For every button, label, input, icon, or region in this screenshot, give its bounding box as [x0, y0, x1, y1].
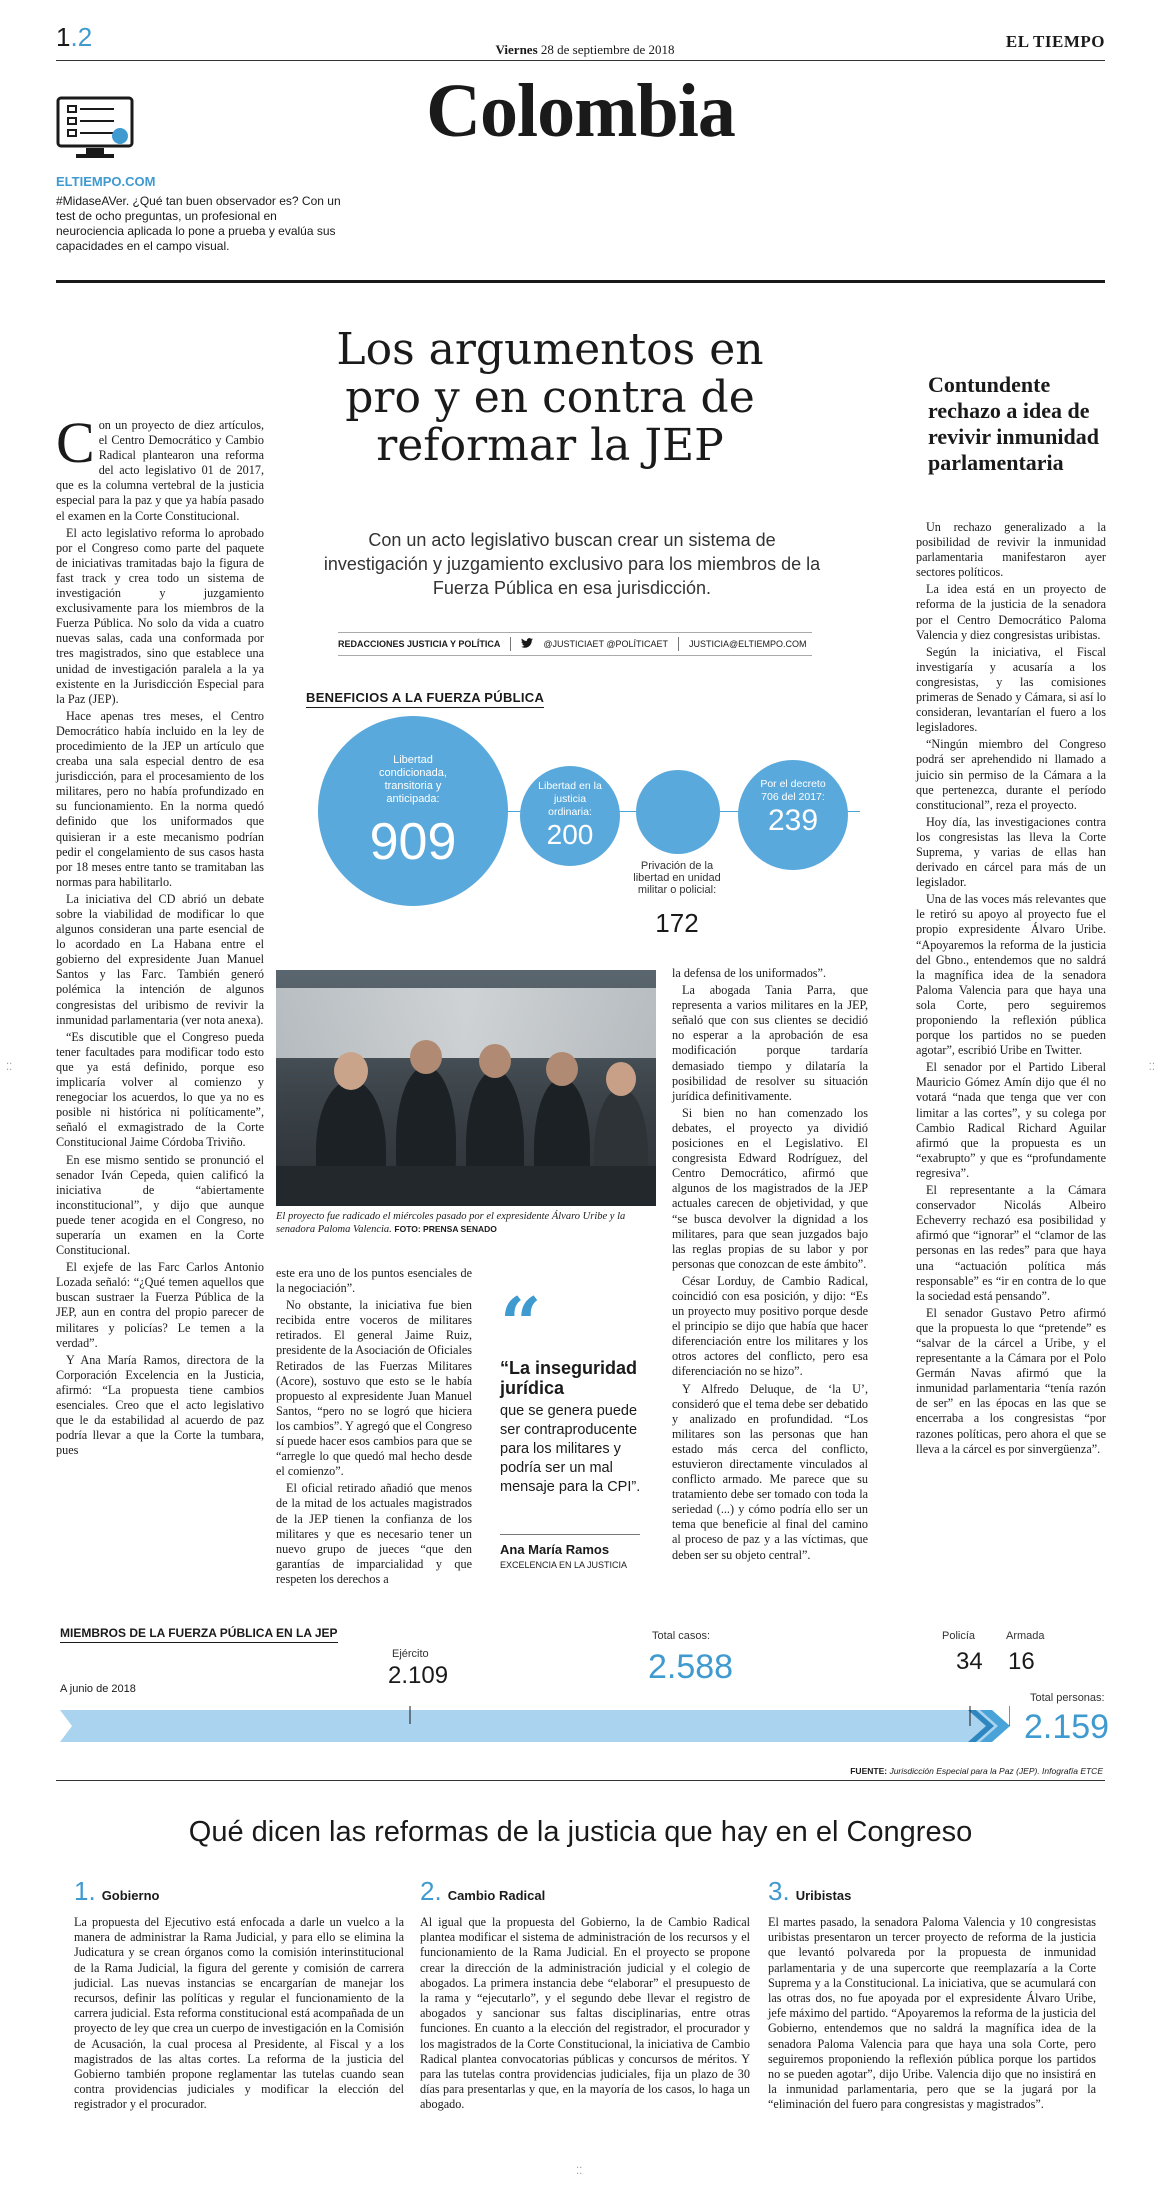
paragraph: Un rechazo generalizado a la posibilidad de revivir la inmunidad parlamentaria manifestaron ayer sectores políticos.	[916, 520, 1106, 580]
paragraph: El acto legislativo reforma lo aprobado por el Congreso como parte del paquete de iniciativas tramitadas bajo la figura de fast track y crea todo un sistema de investigación y juzgamiento exclusivamente para los miembros de la Fuerza Pública. No solo da vida a cuatro nuevas salas, cada una conformada por tres magistrados, sino que establece una unidad de investigación paralela a la ya existente en la Jurisdicción Especial para la Paz (JEP).	[56, 525, 264, 706]
registration-mark: ⁚⁚	[1148, 1062, 1155, 1073]
dateline: Viernes 28 de septiembre de 2018	[495, 42, 675, 57]
members-timeline	[60, 1706, 1010, 1746]
registration-mark: ⁚⁚	[6, 1062, 13, 1073]
army-label: Ejército	[392, 1648, 429, 1660]
paragraph: la defensa de los uniformados”.	[672, 966, 826, 980]
police-value: 34	[956, 1648, 983, 1675]
promo-site-link[interactable]: ELTIEMPO.COM	[56, 174, 156, 189]
photo-figure-head	[546, 1052, 578, 1086]
paragraph: La iniciativa del CD abrió un debate sobre la viabilidad de modificar lo que algunos consideran una parte esencial de lo acordado en La Habana entre el gobierno del expresidente Juan Manuel Santos y las Farc. También generó polémica la intención de algunos congresistas del uribismo de revivir la inmunidad parlamentaria (ver nota anexa).	[56, 891, 264, 1027]
reform-name: Cambio Radical	[447, 1888, 546, 1903]
paragraph: El senador Gustavo Petro afirmó que la propuesta lo que “pretende” es “salvar de la cárcel a Uribe, y el representante a la Cámara por el Polo Germán Navas afirmó que la inmunidad parlamentaria “tenía razón de ser” en las épocas en las que se encerraba a los congresistas “por razones políticas, pero ahora el que se lleva a la cárcel es por sinvergüenza”.	[916, 1305, 1106, 1456]
byline	[338, 632, 812, 656]
paragraph: on un proyecto de diez artículos, el Centro Democrático y Cambio Radical plantearon una reforma del acto legislativo 01 de 2017, que es la columna vertebral de la justicia especial para la paz y que ya había pasado el examen en la Corte Constitucional.	[56, 418, 264, 523]
benefit-value: 239	[767, 804, 819, 837]
paragraph: Si bien no han comenzado los debates, el proyecto ya dividió posiciones en el Legislativo. El congresista Edward Rodríguez, del Centro Democrático, afirmó que algunos de los magistrados de la JEP actuales carecen de objetividad, y que “se busca devolver la dignidad a los militares, para que sean juzgados bajo las reglas propias de su labor y por personas que conozcan de este ámbito”.	[672, 1105, 868, 1271]
article-column-2	[276, 1266, 472, 1589]
paragraph: este era uno de los puntos esenciales de la negociación”.	[276, 1266, 472, 1296]
paragraph: Según la iniciativa, el Fiscal investigaría y acusaría a los congresistas, y las comisiones primeras de Senado y Cámara, si así lo consideran, levantarían el fuero a los legisladores.	[916, 644, 1106, 735]
benefit-label: Libertad en la justicia ordinaria:	[538, 780, 602, 818]
article-headline: Los argumentos en pro y en contra de reformar la JEP	[336, 324, 764, 471]
timeline-bar	[60, 1710, 1000, 1742]
photo-figure-head	[410, 1040, 442, 1074]
reform-name: Gobierno	[101, 1888, 160, 1903]
benefits-title: BENEFICIOS A LA FUERZA PÚBLICA	[306, 690, 544, 708]
photo-figure-head	[479, 1044, 511, 1078]
reform-item-cambio-radical	[420, 1876, 750, 2113]
article-deck: Con un acto legislativo buscan crear un sistema de investigación y juzgamiento exclusivo para los miembros de la Fuerza Pública en esa jurisdicción.	[323, 530, 821, 598]
navy-value: 16	[1008, 1648, 1035, 1675]
photo-figure-head	[606, 1062, 636, 1096]
survey-monitor-icon	[56, 96, 134, 160]
byline-separator	[678, 637, 679, 651]
total-cases-label: Total casos:	[652, 1630, 711, 1642]
graphic-source: FUENTE: Jurisdicción Especial para la Paz (JEP). Infografía ETCE	[850, 1766, 1103, 1776]
members-title: MIEMBROS DE LA FUERZA PÚBLICA EN LA JEP	[60, 1626, 338, 1643]
army-value: 2.109	[388, 1662, 449, 1689]
reform-header	[74, 1876, 404, 1907]
benefit-bubble-172	[636, 770, 720, 854]
paragraph: Hace apenas tres meses, el Centro Democrático había incluido en la ley de procedimiento de la JEP un artículo que creaba una sala especial dentro de esa jurisdicción, para el procesamiento de los militares, pero no había profundizado en su funcionamiento. En la norma quedó definido que los uniformados que quisieran ir a este mecanismo podrían pedir el congelamiento de sus casos hasta por 18 meses entre tanto se tramitaban las normas para habilitarlo.	[56, 708, 264, 889]
paragraph: El exjefe de las Farc Carlos Antonio Lozada señaló: “¿Qué temen aquellos que buscan sustraer la Fuerza Pública de la JEP, aun en contra del propio parecer de militares y policías? Le temen a la verdad”.	[56, 1260, 264, 1350]
article-photo	[276, 970, 656, 1206]
photo-backdrop	[276, 988, 656, 1058]
photo-table	[276, 1166, 656, 1206]
quote-rule	[500, 1534, 640, 1535]
paragraph: No obstante, la iniciativa fue bien recibida entre voceros de militares retirados. El general Jaime Ruiz, presidente de la Asociación de Oficiales Retirados de las Fuerzas Militares (Acore), sostuvo que esto se le había propuesto al expresidente Juan Manuel Santos, “pero no se logró que hiciera los cambios”. Y agregó que el Congreso sí puede hacer esos cambios para que se “arregle lo que quedó mal hecho desde el comienzo”.	[276, 1298, 472, 1479]
reform-header	[420, 1876, 750, 1907]
reform-number: 1.	[74, 1876, 96, 1906]
reform-text: La propuesta del Ejecutivo está enfocada a darle un vuelco a la manera de administrar la Rama Judicial, y para ello se elimina la Judicatura y se crean órganos como la comisión interinstitucional de la Rama Judicial, la figura del gerente y comisión de carrera judicial. Las nuevas instancias se encargarían de manejar los recursos, definir las políticas y regular el funcionamiento de la carrera judicial. Esta reforma constitucional está acompañada de un proyecto de ley que crea un cuerpo de investigación en la Comisión de Acusación, la cual procesa al Presidente, al Fiscal y a los magistrados de las altas cortes. La reforma de la justicia del Gobierno también propone reglamentar las tutelas cuando sean contra providencias judiciales y modificar la elección del registrador y el procurador.	[74, 1915, 404, 2112]
photo-caption: El proyecto fue radicado el miércoles pasado por el expresidente Álvaro Uribe y la senadora Paloma Valencia. FOTO: PRENSA SENADO	[276, 1211, 626, 1235]
reform-header	[768, 1876, 1096, 1907]
navy-label: Armada	[1006, 1630, 1045, 1642]
paragraph: “Ningún miembro del Congreso podrá ser aprehendido ni llamado a juicio sin permiso de la Cámara a la que pertenezca, durante el período constitucional”, reza el proyecto.	[916, 737, 1106, 812]
byline-twitter[interactable]: @JUSTICIAET @POLÍTICAET	[543, 639, 668, 649]
reform-number: 3.	[768, 1876, 790, 1906]
benefit-value: 172	[655, 908, 699, 938]
quote-author-role: EXCELENCIA EN LA JUSTICIA	[500, 1560, 628, 1570]
paragraph: La idea está en un proyecto de reforma de la justicia de la senadora por el Centro Democrático Paloma Valencia y diez congresistas uribistas.	[916, 582, 1106, 642]
brand-logo: EL TIEMPO	[1005, 32, 1105, 51]
sidebar-column	[916, 520, 1106, 1459]
reforms-divider	[56, 1780, 1105, 1781]
promo-text: #MidaseAVer. ¿Qué tan buen observador es? Con un test de ocho preguntas, un profesional en neurociencia aplicada lo pone a prueba y evalúa sus capacidades en el campo visual.	[56, 194, 341, 253]
reform-item-uribistas	[768, 1876, 1096, 2113]
benefit-label: Libertad condicionada, transitoria y anticipada:	[379, 754, 447, 805]
paragraph: La abogada Tania Parra, que representa a varios militares en la JEP, señaló que con sus clientes se decidió no esperar a la aprobación de esa modificación porque tardaría demasiado tiempo y dilataría la posibilidad de resolver su situación jurídica definitivamente.	[672, 983, 868, 1103]
byline-email[interactable]: JUSTICIA@ELTIEMPO.COM	[688, 639, 807, 649]
reforms-title: Qué dicen las reformas de la justicia que hay en el Congreso	[188, 1816, 973, 1848]
reform-text: El martes pasado, la senadora Paloma Valencia y 10 congresistas uribistas presentaron un tercer proyecto de reforma de la justicia que levantó polvareda por la propuesta de inmunidad parlamentaria y de una supercorte que reemplazaría a la Corte Suprema y a la Constitucional. La iniciativa, que se acumulará con las otras dos, no fue apoyada por el expresidente Álvaro Uribe, jefe máximo del partido. “Apoyaremos la reforma de la justicia del Gobierno, entendemos que no saldrá la magnífica idea de la senadora Paloma Valencia para que haya una sola Corte, pero seguiremos proponiendo la reflexión pública porque los partidos no se pueden agotar”, dijo Uribe. Valencia dijo que no insistirá en la inmunidad parlamentaria, pero que se la jugará por la “eliminación del fuero para congresistas y magistrados”.	[768, 1915, 1096, 2112]
quote-author: Ana María Ramos	[500, 1542, 610, 1557]
benefit-label: Por el decreto 706 del 2017:	[760, 778, 826, 803]
section-title: Colombia	[426, 69, 735, 153]
section-divider	[56, 280, 1105, 283]
police-label: Policía	[942, 1630, 976, 1642]
header-rule	[56, 60, 1105, 61]
paragraph: Hoy día, las investigaciones contra los congresistas las lleva la Corte Suprema, y varias de ellas han derivado en cárcel para más de un legislador.	[916, 814, 1106, 890]
reform-name: Uribistas	[795, 1888, 852, 1903]
benefit-value: 909	[369, 813, 457, 871]
benefit-bubble-239	[738, 760, 848, 870]
benefit-label: Privación de la libertad en unidad militar o policial:	[633, 860, 721, 896]
quote-mark-icon: “	[500, 1281, 542, 1366]
byline-separator	[510, 637, 511, 651]
benefit-bubble-909	[318, 716, 508, 906]
paragraph: “Es discutible que el Congreso pueda tener facultades para modificar todo esto que ya está definido, porque eso implicaría volver al comienzo y renegociar los acuerdos, lo que ya no es posible ni histórica ni políticamente”, señaló el exmagistrado de la Corte Constitucional Jaime Córdoba Triviño.	[56, 1029, 264, 1150]
total-cases-value: 2.588	[648, 1648, 734, 1686]
page-number: 1.2	[56, 22, 93, 52]
reform-item-gobierno	[74, 1876, 404, 2113]
reform-number: 2.	[420, 1876, 442, 1906]
registration-mark: ⁚⁚	[576, 2166, 583, 2177]
paragraph: Y Alfredo Deluque, de ‘la U’, consideró que el tema debe ser debatido y analizado en profundidad. “Los militares son las personas que han estado más cerca del conflicto, estuvieron directamente vinculados al conflicto armado. Me parece que su tratamiento debe ser tomado con toda la seriedad (...) y cómo podría ello ser un tema que beneficie al final del camino al proceso de paz y a las víctimas, que deben ser su objeto central”.	[672, 1381, 868, 1562]
sidebar-title: Contundente rechazo a idea de revivir inmunidad parlamentaria	[928, 372, 1099, 475]
reform-text: Al igual que la propuesta del Gobierno, la de Cambio Radical plantea modificar el sistema de administración de los recursos y el funcionamiento de la Rama Judicial. En el proyecto se propone crear la dirección de la administración judicial y el colegio de abogados. La primera instancia debe “elaborar” el presupuesto de la rama y “ejecutarlo”, y el segundo debe llevar el registro de abogados y sancionar sus faltas disciplinarias, entre otras funciones. En cuanto a la elección del registrador, el procurador y los magistrados de la Corte Constitucional, la iniciativa de Cambio Radical plantea convocatorias públicas y concursos de méritos. Y para las tutelas contra providencias judiciales, fija un plazo de 30 días para presentarlas y que, en la mayoría de los casos, lo haga un abogado.	[420, 1915, 750, 2112]
total-people-label: Total personas:	[1030, 1692, 1105, 1704]
byline-authors: REDACCIONES JUSTICIA Y POLÍTICA	[338, 639, 501, 649]
paragraph: En ese mismo sentido se pronunció el senador Iván Cepeda, quien calificó la iniciativa de “abiertamente inconstitucional”, y dijo que aunque puede tener acogida en el Congreso, no superaría un examen en la Corte Constitucional.	[56, 1152, 264, 1258]
twitter-icon	[521, 638, 533, 650]
paragraph: César Lorduy, de Cambio Radical, coincidió con esa posición, y dijo: “Es un proyecto muy positivo porque desde el principio se dijo que había que hacer diferenciación entre los militares y los otros actores del conflicto, pero esa diferenciación no se hizo”.	[672, 1273, 868, 1379]
dropcap: C	[56, 410, 95, 475]
article-column-1	[56, 410, 264, 1460]
pull-quote-body: que se genera puede ser contraproducente para los militares y podría ser un mal mensaje para la CPI”.	[500, 1403, 641, 1495]
article-column-3	[672, 966, 868, 1565]
paragraph: El oficial retirado añadió que menos de la mitad de los actuales magistrados de la JEP tienen la confianza de los militares y que es necesario tener un nuevo grupo de jueces “que den garantías de imparcialidad y que respeten los derechos a	[276, 1481, 472, 1586]
paragraph: El senador por el Partido Liberal Mauricio Gómez Amín dijo que él no votará “nada que tenga que ver con limitar a las cortes”, y su colega por Cambio Radical Richard Aguilar afirmó que la propuesta es un “exabrupto” y que es “profundamente regresiva”.	[916, 1060, 1106, 1180]
paragraph: Y Ana María Ramos, directora de la Corporación Excelencia en la Justicia, afirmó: “La propuesta tiene cambios esenciales. Creo que el acto legislativo que le da estabilidad al acuerdo de paz podría llevar a que la Corte la tumbara, pues	[56, 1352, 264, 1458]
benefit-bubble-200	[520, 766, 620, 866]
photo-figure-head	[334, 1052, 368, 1090]
benefit-value: 200	[546, 819, 594, 850]
pull-quote-lead: “La inseguridad jurídica	[500, 1358, 638, 1398]
paragraph: El representante a la Cámara conservador Nicolás Albeiro Echeverry rechazó esa posibilidad y afirmó que “ignorar” el “clamor de las personas en las redes” para que haya una “actuación política más responsable” es “ir en contra de lo que la sociedad está pensando”.	[916, 1183, 1106, 1303]
members-as-of: A junio de 2018	[60, 1683, 136, 1695]
paragraph: Una de las voces más relevantes que le retiró su apoyo al proyecto fue el propio expresidente Álvaro Uribe. “Apoyaremos la reforma de la justicia del Gbno., entendemos que no saldrá la magnífica idea de la senadora Paloma Valencia para que haya una sola Corte, pero seguiremos proponiendo la reflexión pública porque los partidos no se pueden agotar”, escribió Uribe en Twitter.	[916, 892, 1106, 1058]
total-people-value: 2.159	[1024, 1708, 1110, 1746]
